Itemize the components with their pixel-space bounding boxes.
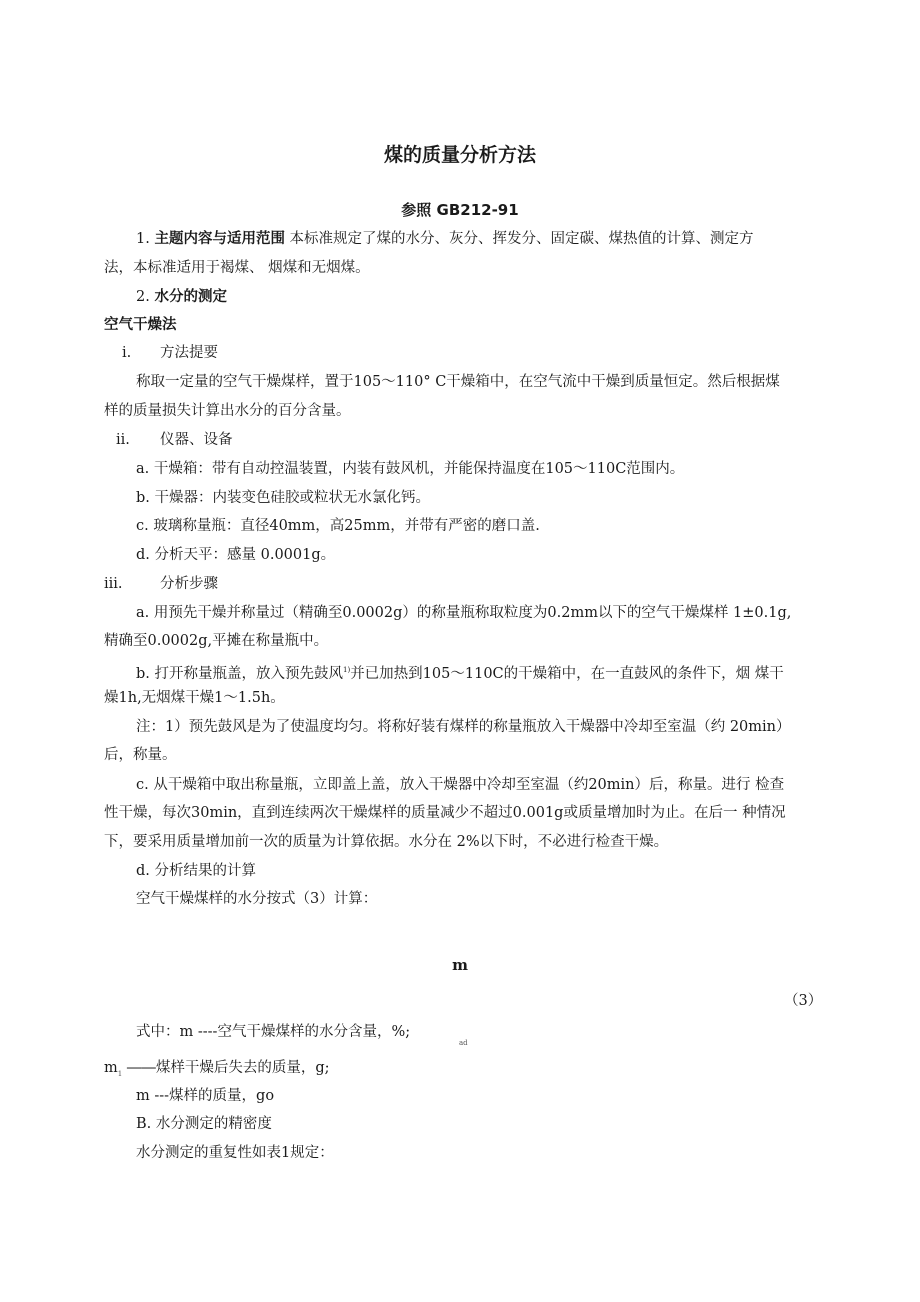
where-ad-subscript: ad bbox=[459, 1039, 468, 1047]
note-2: 后，称量。 bbox=[104, 747, 177, 763]
item-i-text-2: 样的质量损失计算出水分的百分含量。 bbox=[104, 403, 351, 419]
item-iii-c-1: c. 从干燥箱中取出称量瓶，立即盖上盖，放入干燥器中冷却至室温（约20min）后，称量。进行 检查 bbox=[136, 777, 785, 793]
section-1-heading: 主题内容与适用范围 bbox=[154, 231, 285, 247]
section-b-text: 水分测定的重复性如表1规定： bbox=[136, 1145, 334, 1161]
item-i-text-1: 称取一定量的空气干燥煤样，置于105〜110° C干燥箱中，在空气流中干燥到质量恒定。然后根据煤 bbox=[136, 374, 780, 390]
document-title: 煤的质量分析方法 bbox=[383, 144, 536, 166]
where-m1-subscript: 1 bbox=[117, 1069, 123, 1078]
item-ii-d: d. 分析天平：感量 0.0001g。 bbox=[136, 547, 336, 563]
section-2-number: 2. bbox=[136, 289, 150, 305]
item-iii-c-3: 下，要采用质量增加前一次的质量为计算依据。水分在 2%以下时，不必进行检查干燥。 bbox=[104, 834, 669, 850]
section-2-line bbox=[136, 287, 227, 307]
equation-variable: m bbox=[452, 956, 468, 974]
item-iii-b-1-pre: b. 打开称量瓶盖，放入预先鼓风 bbox=[136, 665, 343, 682]
equation-number: （3） bbox=[784, 993, 823, 1009]
item-i-number: i. bbox=[122, 345, 132, 361]
item-iii-a-1: a. 用预先干燥并称量过（精确至0.0002g）的称量瓶称取粒度为0.2mm以下的空气干燥煤样 1±0.1g, bbox=[136, 605, 792, 621]
where-m-ad: 式中：m ----空气干燥煤样的水分含量，%; bbox=[136, 1024, 411, 1040]
section-1-line-1 bbox=[136, 229, 754, 249]
item-iii-d: d. 分析结果的计算 bbox=[136, 863, 256, 879]
item-ii-c: c. 玻璃称量瓶：直径40mm，高25mm，并带有严密的磨口盖. bbox=[136, 518, 540, 534]
item-iii-c-2: 性干燥，每次30min，直到连续两次干燥煤样的质量减少不超过0.001g或质量增加时为止。在后一 种情况 bbox=[104, 805, 786, 821]
section-1-number: 1. bbox=[136, 231, 150, 247]
item-iii-number: iii. bbox=[104, 576, 123, 592]
item-ii-label: 仪器、设备 bbox=[160, 432, 233, 448]
item-iii-b-1-post: 并已加热到105〜110C的干燥箱中，在一直鼓风的条件下，烟 煤干 bbox=[350, 665, 784, 682]
standard-reference: 参照 GB212-91 bbox=[401, 201, 519, 219]
section-2-heading: 水分的测定 bbox=[154, 289, 227, 305]
section-1-text-a: 本标准规定了煤的水分、灰分、挥发分、固定碳、煤热值的计算、测定方 bbox=[284, 231, 754, 247]
section-1-line-2: 法，本标准适用于褐煤、 烟煤和无烟煤。 bbox=[104, 260, 370, 276]
item-iii-a-2: 精确至0.0002g,平摊在称量瓶中。 bbox=[104, 633, 329, 649]
where-m1 bbox=[104, 1058, 330, 1084]
item-i-label: 方法提要 bbox=[160, 345, 218, 361]
where-m: m ---煤样的质量，go bbox=[136, 1088, 275, 1104]
note-1: 注：1）预先鼓风是为了使温度均匀。将称好装有煤样的称量瓶放入干燥器中冷却至室温（约 20min） bbox=[136, 719, 791, 735]
item-iii-b-2: 燥1h,无烟煤干燥1〜1.5h。 bbox=[104, 690, 285, 706]
item-iii-label: 分析步骤 bbox=[160, 576, 218, 592]
item-ii-number: ii. bbox=[116, 432, 130, 448]
where-m1-symbol: m bbox=[104, 1060, 118, 1076]
section-b-label: B. 水分测定的精密度 bbox=[136, 1116, 272, 1132]
item-ii-a: a. 干燥箱：带有自动控温装置，内装有鼓风机，并能保持温度在105〜110C范围内。 bbox=[136, 461, 685, 477]
item-iii-b-1 bbox=[136, 660, 784, 684]
item-ii-b: b. 干燥器：内装变色硅胶或粒状无水氯化钙。 bbox=[136, 490, 430, 506]
footnote-marker: 1) bbox=[343, 666, 351, 674]
formula-intro: 空气干燥煤样的水分按式（3）计算： bbox=[136, 891, 378, 907]
where-m1-text: ――煤样干燥后失去的质量，g; bbox=[122, 1060, 330, 1076]
method-heading: 空气干燥法 bbox=[104, 317, 177, 333]
